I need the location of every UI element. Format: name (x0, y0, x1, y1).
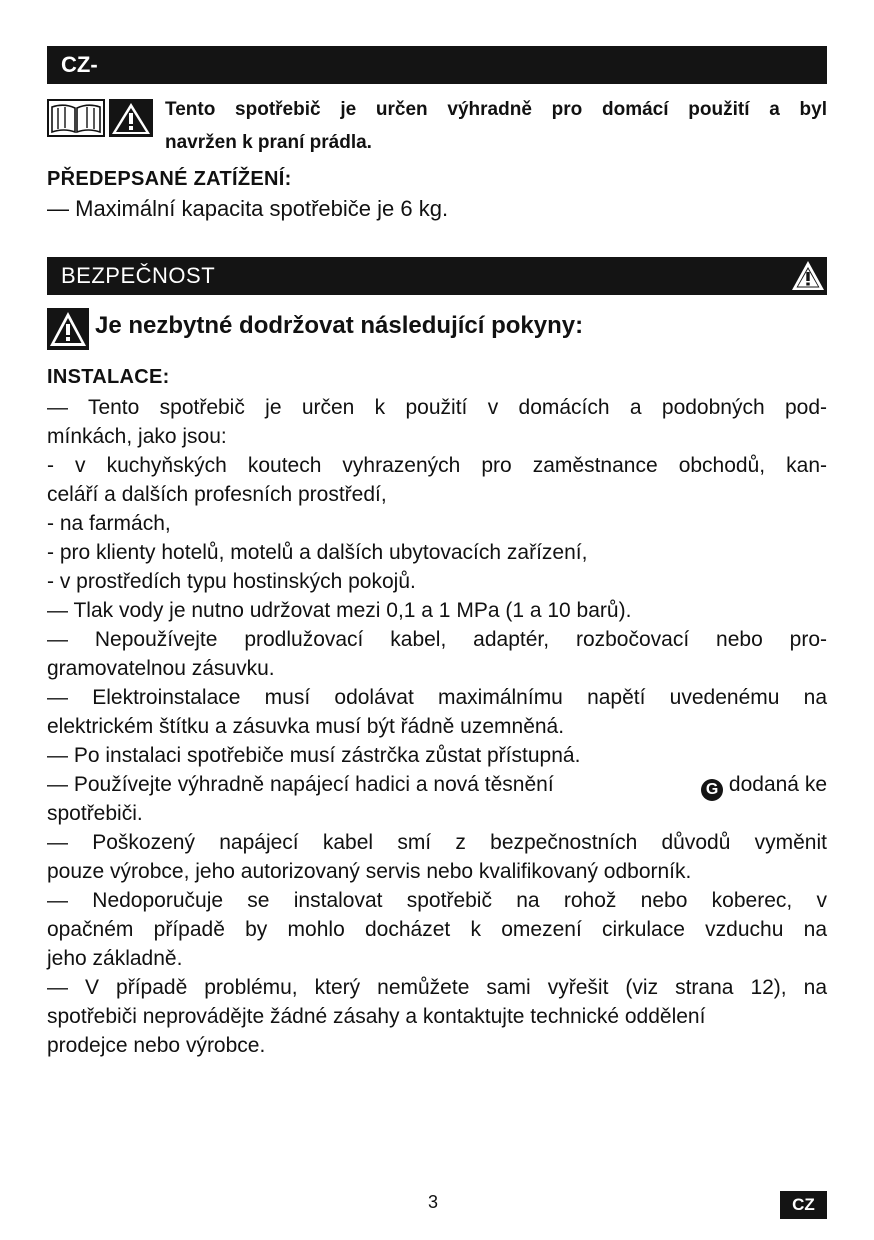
warning-heading-block (47, 308, 827, 350)
text-line: — Nepoužívejte prodlužovací kabel, adaptér, rozbočovací nebo pro- (47, 628, 827, 651)
page-number: 3 (428, 1192, 439, 1212)
load-text: — Maximální kapacita spotřebiče je 6 kg. (47, 196, 449, 221)
gasket-marker: G (701, 779, 723, 801)
text-line: spotřebiči. (47, 802, 143, 825)
text-line: - v prostředích typu hostinských pokojů. (47, 570, 416, 593)
hose-line-start (47, 770, 697, 799)
warning-heading: Je nezbytné dodržovat následující pokyny: (95, 312, 584, 339)
warning-icon (791, 260, 825, 292)
lang-badge: CZ (780, 1191, 827, 1219)
text-line: — V případě problému, který nemůžete sami vyřešit (viz strana 12), na (47, 976, 827, 999)
text-line: — Elektroinstalace musí odolávat maximálnímu napětí uvedenému na (47, 686, 827, 709)
safety-bar-title: BEZPEČNOST (61, 263, 216, 288)
text-line: — Po instalaci spotřebiče musí zástrčka zůstat přístupná. (47, 744, 581, 767)
load-heading: PŘEDEPSANÉ ZATÍŽENÍ: (47, 168, 292, 190)
intro-icons (47, 99, 155, 137)
book-icon (47, 99, 105, 137)
text-line: — Nedoporučuje se instalovat spotřebič na rohož nebo koberec, v (47, 889, 827, 912)
text-line: gramovatelnou zásuvku. (47, 657, 275, 680)
warning-triangle-icon (47, 308, 89, 350)
text-line: spotřebiči neprovádějte žádné zásahy a kontaktujte technické oddělení (47, 1005, 706, 1028)
text-line: — Poškozený napájecí kabel smí z bezpečnostních důvodů vyměnit (47, 831, 827, 854)
text-line: mínkách, jako jsou: (47, 425, 227, 448)
text-line: — Tlak vody je nutno udržovat mezi 0,1 a 1 MPa (1 a 10 barů). (47, 599, 632, 622)
intro-line-1: Tento spotřebič je určen výhradně pro domácí použití a byl (165, 99, 827, 120)
text-line: elektrickém štítku a zásuvka musí být řádně uzemněná. (47, 715, 565, 738)
header-lang-label: CZ- (61, 52, 98, 77)
text-line: - na farmách, (47, 512, 171, 535)
text-line: jeho základně. (47, 947, 183, 970)
text-line: pouze výrobce, jeho autorizovaný servis nebo kvalifikovaný odborník. (47, 860, 692, 883)
intro-text (165, 93, 827, 159)
text-line: - v kuchyňských koutech vyhrazených pro zaměstnance obchodů, kan- (47, 454, 827, 477)
text-line: prodejce nebo výrobce. (47, 1034, 266, 1057)
text-line: - pro klienty hotelů, motelů a dalších ubytovacích zařízení, (47, 541, 588, 564)
installation-body (47, 393, 827, 1060)
text-line: opačném případě by mohlo docházet k omezení cirkulace vzduchu na (47, 918, 827, 941)
hose-text-before: — Používejte výhradně napájecí hadici a nová těsnění (47, 773, 554, 796)
safety-bar (47, 257, 827, 295)
warning-triangle-icon (109, 99, 153, 137)
text-line: — Tento spotřebič je určen k použití v domácích a podobných pod- (47, 396, 827, 419)
intro-line-2: navržen k praní prádla. (165, 132, 372, 153)
hose-line-end (701, 770, 827, 799)
hose-text-after: dodaná ke (728, 773, 827, 796)
text-line: celáří a dalších profesních prostředí, (47, 483, 387, 506)
header-bar (47, 46, 827, 84)
hose-line (47, 770, 827, 799)
installation-heading: INSTALACE: (47, 366, 170, 388)
